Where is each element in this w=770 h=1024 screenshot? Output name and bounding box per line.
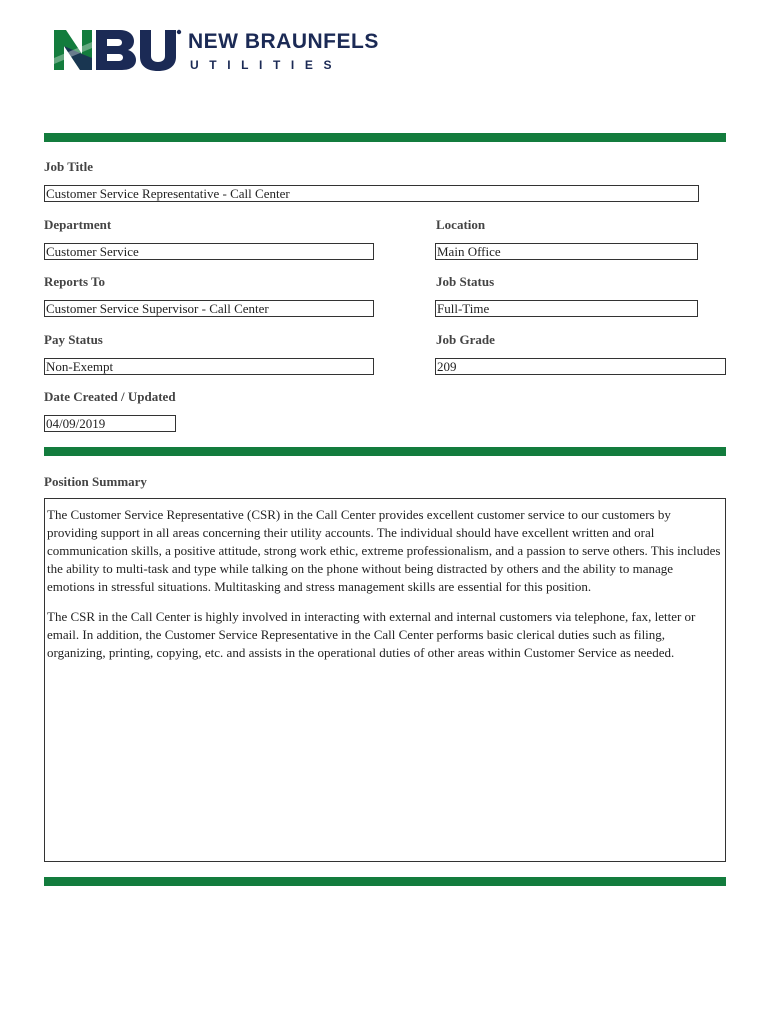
- location-label: Location: [436, 217, 486, 232]
- job-grade-field[interactable]: 209: [435, 358, 726, 375]
- top-divider-bar: [44, 133, 726, 142]
- nbu-logo-mark: [52, 28, 182, 72]
- summary-paragraph-2: The CSR in the Call Center is highly involved in interacting with external and internal customers via telephone, fax, letter or email. In addition, the Customer Service Representative in the Call Center performs basic clerical duties such as filing, organizing, printing, copying, etc. and assists in the operational duties of other areas within Customer Service as needed.: [47, 609, 696, 660]
- reports-to-field[interactable]: Customer Service Supervisor - Call Center: [44, 300, 374, 317]
- middle-divider-bar: [44, 447, 726, 456]
- location-field[interactable]: Main Office: [435, 243, 698, 260]
- position-summary-textarea[interactable]: [44, 498, 726, 862]
- logo-text-line2: UTILITIES: [190, 58, 343, 72]
- logo-text-line1: NEW BRAUNFELS: [188, 30, 379, 53]
- position-summary-label: Position Summary: [44, 474, 147, 489]
- job-status-field[interactable]: Full-Time: [435, 300, 698, 317]
- pay-status-label: Pay Status: [44, 332, 103, 347]
- job-grade-label: Job Grade: [436, 332, 495, 347]
- company-logo: [52, 28, 379, 76]
- summary-paragraph-1: The Customer Service Representative (CSR) in the Call Center provides excellent customer service to our customers by providing support in all areas concerning their utility accounts. The individual should have excellent written and oral communication skills, a positive attitude, strong work ethic, extreme professionalism, and a passion to serve others. This includes the ability to multi-task and type while talking on the phone without being distracted by others and the ability to manage emotions in stressful situations. Multitasking and stress management skills are essential for this position.: [47, 507, 721, 594]
- date-created-field[interactable]: 04/09/2019: [44, 415, 176, 432]
- reports-to-label: Reports To: [44, 274, 106, 289]
- pay-status-field[interactable]: Non-Exempt: [44, 358, 374, 375]
- job-status-label: Job Status: [436, 274, 495, 289]
- job-title-label: Job Title: [44, 159, 94, 174]
- department-field[interactable]: Customer Service: [44, 243, 374, 260]
- department-label: Department: [44, 217, 112, 232]
- date-created-label: Date Created / Updated: [44, 389, 176, 404]
- bottom-divider-bar: [44, 877, 726, 886]
- job-title-field[interactable]: Customer Service Representative - Call Center: [44, 185, 699, 202]
